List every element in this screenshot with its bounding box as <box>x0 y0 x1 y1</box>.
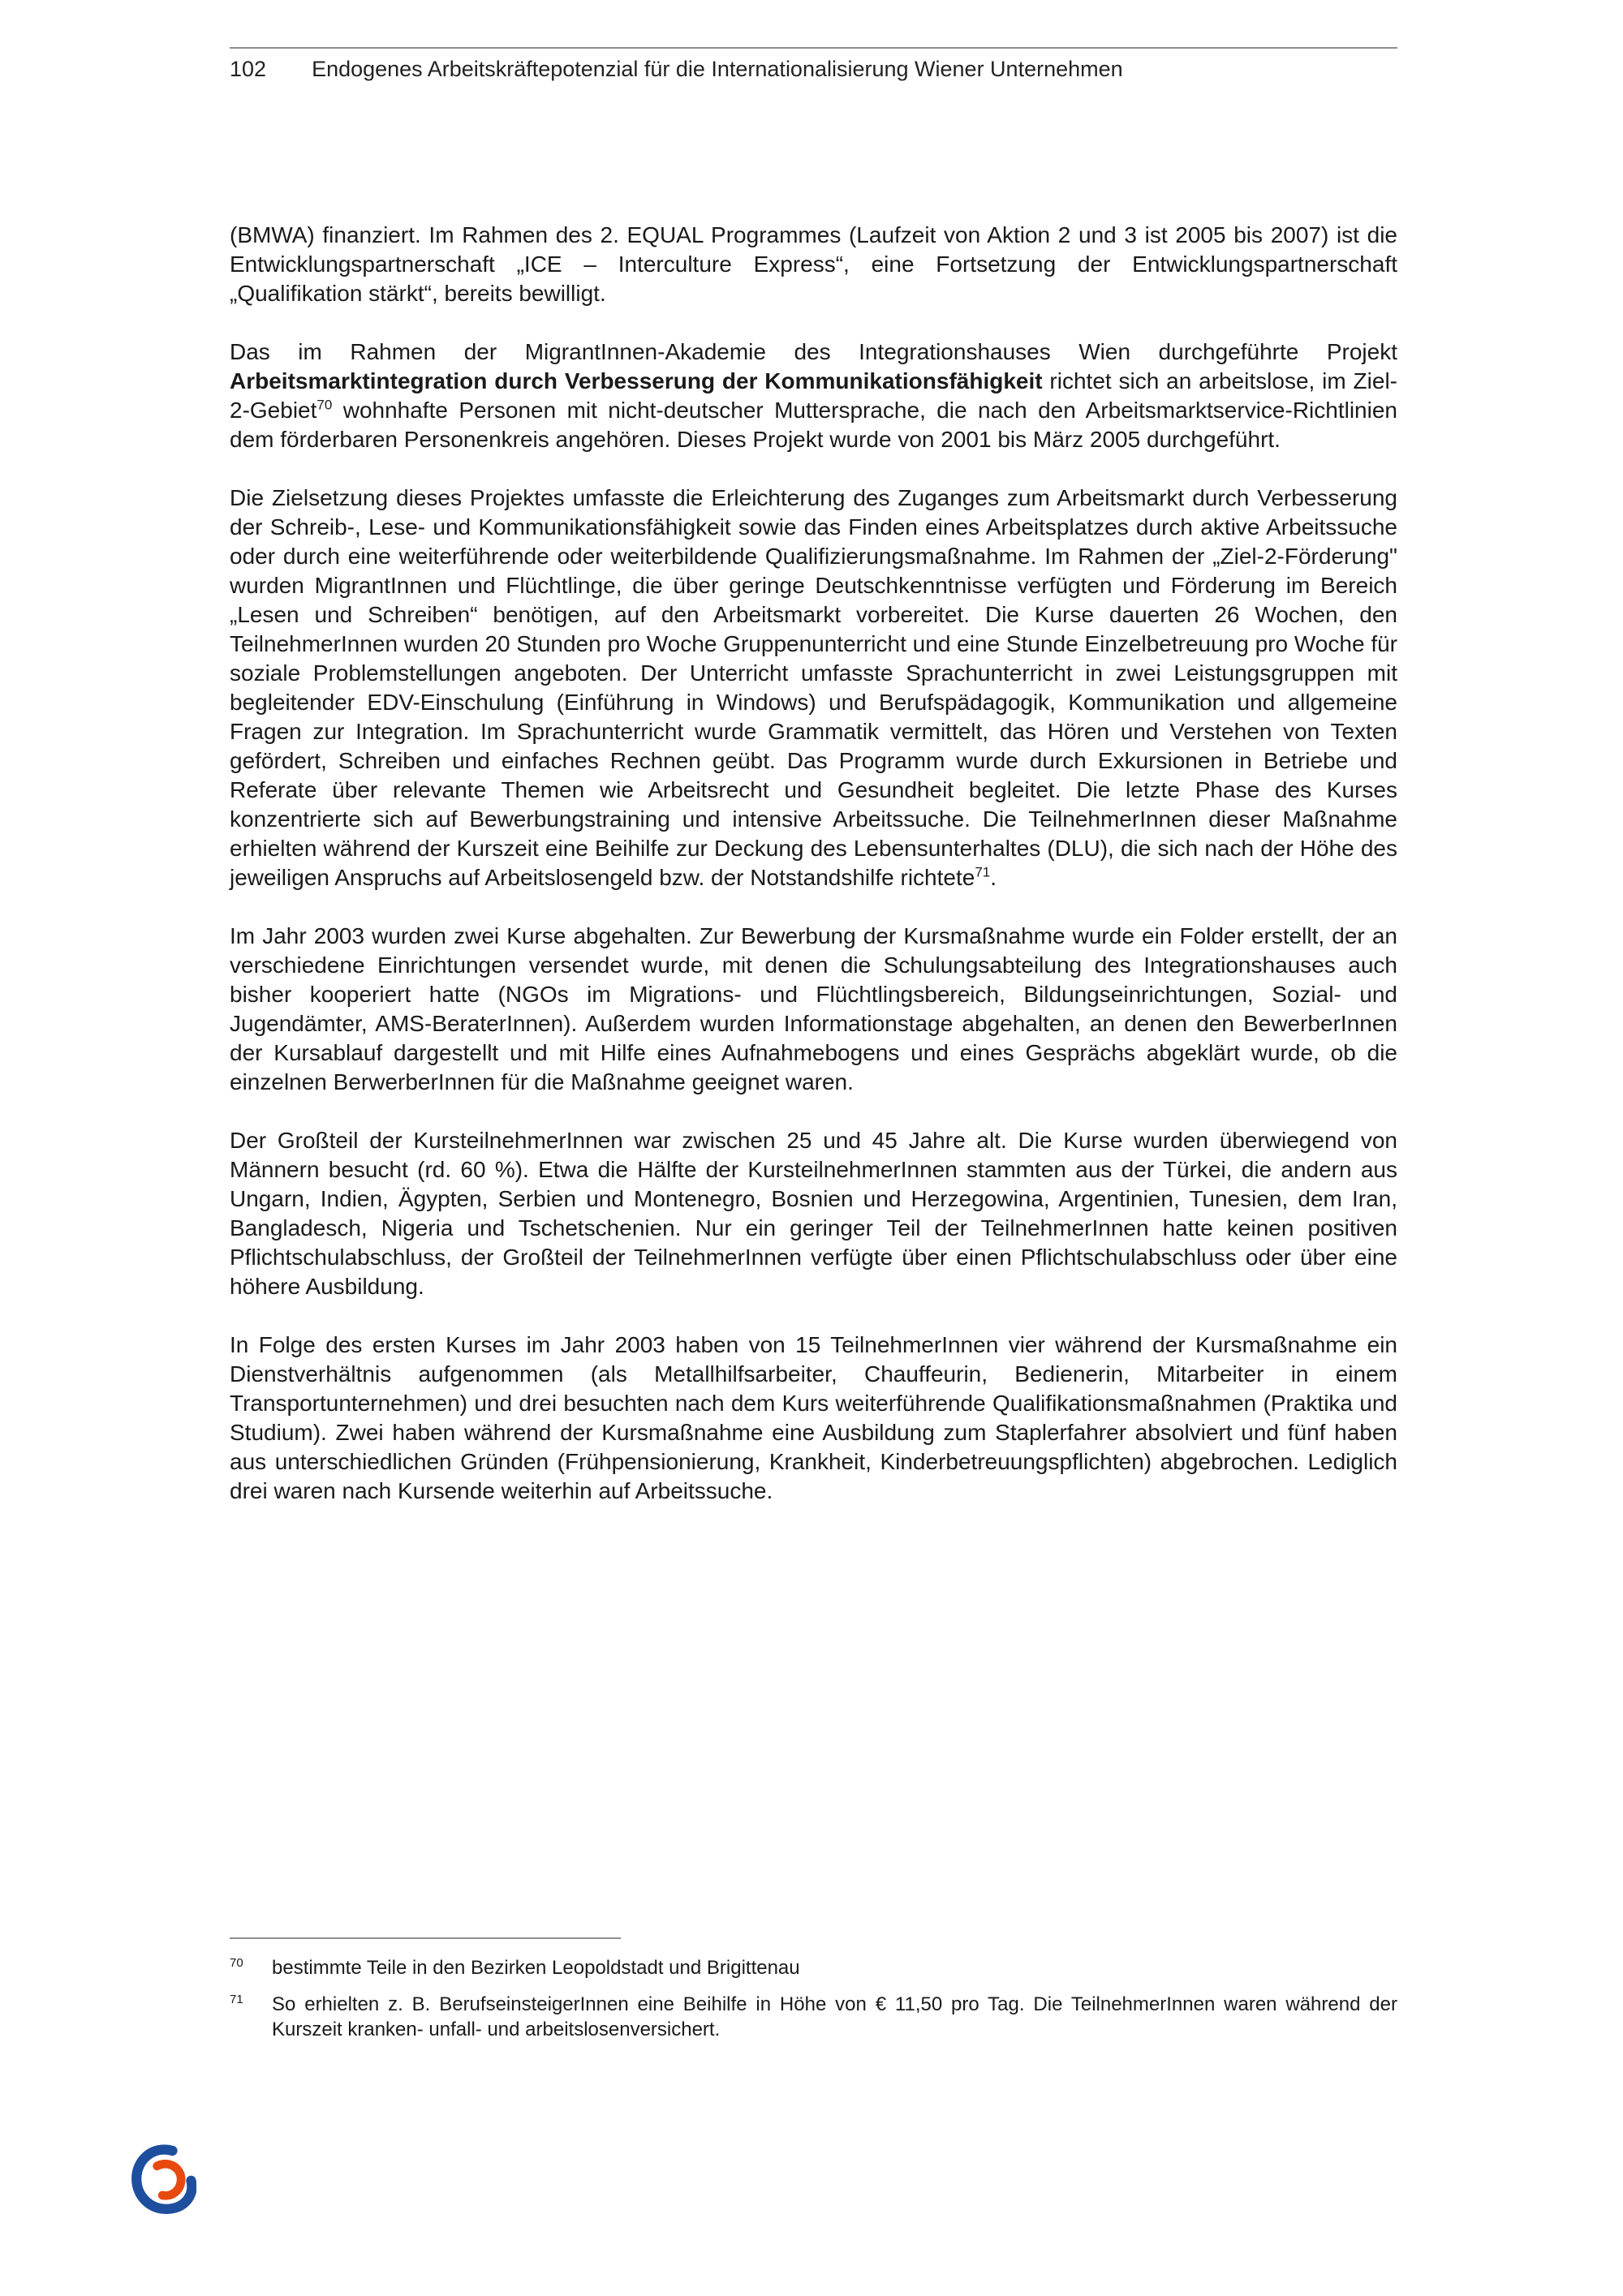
bold-project-title: Arbeitsmarktintegration durch Verbesserung der Kommunikationsfähigkeit <box>230 368 1043 393</box>
paragraph-4: Im Jahr 2003 wurden zwei Kurse abgehalten. Zur Bewerbung der Kursmaßnahme wurde ein Folder erstellt, der an verschiedene Einrichtungen versendet wurde, mit denen die Schulungsabteilung des Integrationshauses auch bisher kooperiert hatte (NGOs im Migrations- und Flüchtlingsbereich, Bildungseinrichtungen, Sozial- und Jugendämter, AMS-BeraterInnen). Außerdem wurden Informationstage abgehalten, an denen den BewerberInnen der Kursablauf dargestellt und mit Hilfe eines Aufnahmebogens und eines Gesprächs abgeklärt wurde, ob die einzelnen BerwerberInnen für die Maßnahme geeignet waren. <box>230 923 1397 1094</box>
page-header <box>230 47 1397 82</box>
footnote-text: bestimmte Teile in den Bezirken Leopoldstadt und Brigittenau <box>272 1957 800 1979</box>
paragraph-segment: richtet sich an arbeitslose, im Ziel-2-Gebiet <box>230 368 1397 423</box>
footnote-number: 71 <box>230 1993 243 2006</box>
footnotes-section <box>230 1937 1397 2053</box>
paragraph-6: In Folge des ersten Kurses im Jahr 2003 haben von 15 TeilnehmerInnen vier während der Kursmaßnahme ein Dienstverhältnis aufgenommen (als Metallhilfsarbeiter, Chauffeurin, Bedienerin, Mitarbeiter in einem Transportunternehmen) und drei besuchten nach dem Kurs weiterführende Qualifikationsmaßnahmen (Praktika und Studium). Zwei haben während der Kursmaßnahme eine Ausbildung zum Staplerfahrer absolviert und fünf haben aus unterschiedlichen Gründen (Frühpensionierung, Krankheit, Kinderbetreuungspflichten) abgebrochen. Lediglich drei waren nach Kursende weiterhin auf Arbeitssuche. <box>230 1332 1397 1503</box>
running-title: Endogenes Arbeitskräftepotenzial für die Internationalisierung Wiener Unternehmen <box>312 57 1123 81</box>
paragraph-1: (BMWA) finanziert. Im Rahmen des 2. EQUAL Programmes (Laufzeit von Aktion 2 und 3 ist 2005 bis 2007) ist die Entwicklungspartnerschaft „ICE – Interculture Express“, eine Fortsetzung der Entwicklungspartnerschaft „Qualifikation stärkt“, bereits bewilligt. <box>230 222 1397 306</box>
footnote-text: So erhielten z. B. BerufseinsteigerInnen eine Beihilfe in Höhe von € 11,50 pro Tag. Die TeilnehmerInnen waren während der Kurszeit kranken- unfall- und arbeitslosenversichert. <box>272 1993 1397 2040</box>
paragraph-segment: wohnhafte Personen mit nicht-deutscher Muttersprache, die nach den Arbeitsmarktservice-Richtlinien dem förderbaren Personenkreis angehören. Dieses Projekt wurde von 2001 bis März 2005 durchgeführt. <box>230 398 1397 452</box>
paragraph-segment: Die Zielsetzung dieses Projektes umfasste die Erleichterung des Zuganges zum Arbeitsmarkt durch Verbesserung der Schreib-, Lese- und Kommunikationsfähigkeit sowie das Finden eines Arbeitsplatzes durch aktive Arbeitssuche oder durch eine weiterführende oder weiterbildende Qualifizierungsmaßnahme. Im Rahmen der „Ziel-2-Förderung" wurden MigrantInnen und Flüchtlinge, die über geringe Deutschkenntnisse verfügten und Förderung im Bereich „Lesen und Schreiben“ benötigen, auf den Arbeitsmarkt vorbereitet. Die Kurse dauerten 26 Wochen, den TeilnehmerInnen wurden 20 Stunden pro Woche Gruppenunterricht und eine Stunde Einzelbetreuung pro Woche für soziale Problemstellungen angeboten. Der Unterricht umfasste Sprachunterricht in zwei Leistungsgruppen mit begleitender EDV-Einschulung (Einführung in Windows) und Berufspädagogik, Kommunikation und allgemeine Fragen zur Integration. Im Sprachunterricht wurde Grammatik vermittelt, das Hören und Verstehen von Texten gefördert, Schreiben und einfaches Rechnen geübt. Das Programm wurde durch Exkursionen in Betriebe und Referate über relevante Themen wie Arbeitsrecht und Gesundheit begleitet. Die letzte Phase des Kurses konzentrierte sich auf Bewerbungstraining und intensive Arbeitssuche. Die TeilnehmerInnen dieser Maßnahme erhielten während der Kurszeit eine Beihilfe zur Deckung des Lebensunterhaltes (DLU), die sich nach der Höhe des jeweiligen Anspruchs auf Arbeitslosengeld bzw. der Notstandshilfe richtete <box>230 485 1397 890</box>
paragraph-5: Der Großteil der KursteilnehmerInnen war zwischen 25 und 45 Jahre alt. Die Kurse wurden überwiegend von Männern besucht (rd. 60 %). Etwa die Hälfte der KursteilnehmerInnen stammten aus der Türkei, die andern aus Ungarn, Indien, Ägypten, Serbien und Montenegro, Bosnien und Herzegowina, Argentinien, Tunesien, dem Iran, Bangladesch, Nigeria und Tschetschenien. Nur ein geringer Teil der TeilnehmerInnen hatte keinen positiven Pflichtschulabschluss, der Großteil der TeilnehmerInnen verfügte über einen Pflichtschulabschluss oder über eine höhere Ausbildung. <box>230 1128 1397 1299</box>
document-body <box>230 221 1397 1506</box>
footnote-marker-71: 71 <box>975 864 991 880</box>
paragraph-segment: . <box>990 865 997 890</box>
footnote-separator-rule <box>230 1937 621 1939</box>
footnote-number: 70 <box>230 1956 243 1970</box>
page-number: 102 <box>230 57 267 81</box>
footnote-marker-70: 70 <box>316 397 333 413</box>
running-header <box>230 57 1397 82</box>
header-rule <box>230 47 1397 49</box>
paragraph-3 <box>230 484 1397 892</box>
publisher-logo <box>130 2143 196 2216</box>
paragraph-segment: Das im Rahmen der MigrantInnen-Akademie des Integrationshauses Wien durchgeführte Projekt <box>230 339 1397 364</box>
paragraph-2 <box>230 338 1397 454</box>
footnote <box>230 1955 1397 1980</box>
footnote <box>230 1992 1397 2042</box>
swirl-logo-icon <box>130 2143 196 2216</box>
